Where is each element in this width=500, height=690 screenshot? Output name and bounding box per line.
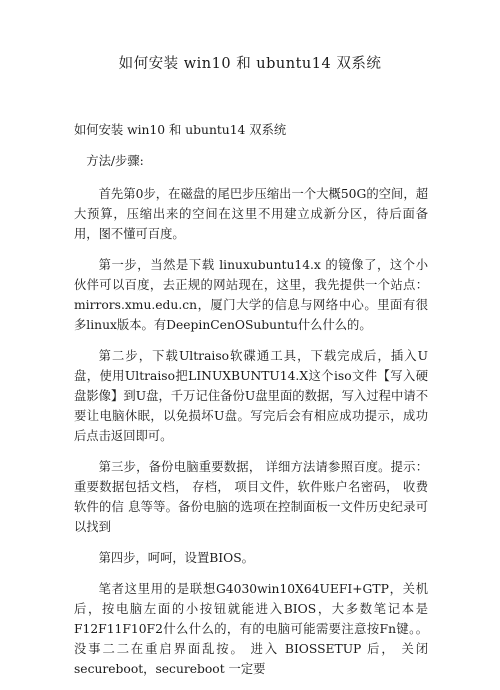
document-body bbox=[74, 120, 428, 690]
paragraph-step-5: 笔者这里用的是联想G4030win10X64UEFI+GTP，关机后，按电脑左面的小按钮就能进入BIOS，大多数笔记本是F12F11F10F2什么什么的，有的电脑可能需要注意按Fn键。。没事二二在重启界面乱按。 进入 BIOSSETUP 后， 关闭 secureboot，secureboot 一定要 bbox=[74, 582, 428, 676]
document-subtitle: 如何安装 win10 和 ubuntu14 双系统 bbox=[74, 123, 287, 137]
paragraph-step-2: 第二步，下载Ultraiso软碟通工具，下载完成后，插入U盘，使用Ultraiso把LINUXBUNTU14.X这个iso文件【写入硬盘影像】到U盘，千万记住备份U盘里面的数据，写入过程中请不要让电脑休眠，以免损坏U盘。写完后会有相应成功提示，成功后点击返回即可。 bbox=[74, 349, 428, 443]
document-title: 如何安装 win10 和 ubuntu14 双系统 bbox=[118, 56, 382, 72]
paragraph-step-0: 首先第0步，在磁盘的尾巴步压缩出一个大概50G的空间，超大预算，压缩出来的空间在这里不用建立成新分区，待后面备用，图不懂可百度。 bbox=[74, 187, 428, 241]
paragraph-step-1: 第一步，当然是下载 linuxubuntu14.x 的镜像了，这个小伙伴可以百度，去正规的网站现在，这里，我先提供一个站点：mirrors.xmu.edu.cn，厦门大学的信息与网络中心。里面有很多linux版本。有DeepinCenOSubuntu什么什么的。 bbox=[74, 258, 428, 332]
paragraph-step-3: 第三步，备份电脑重要数据， 详细方法请参照百度。提示：重要数据包括文档， 存档， 项目文件，软件账户名密码， 收费软件的信 息等等。备份电脑的选项在控制面板一文件历史纪录可以找到 bbox=[74, 460, 428, 534]
steps-label: 方法/步骤: bbox=[86, 154, 144, 168]
paragraph-step-4: 第四步，呵呵，设置BIOS。 bbox=[98, 551, 254, 565]
